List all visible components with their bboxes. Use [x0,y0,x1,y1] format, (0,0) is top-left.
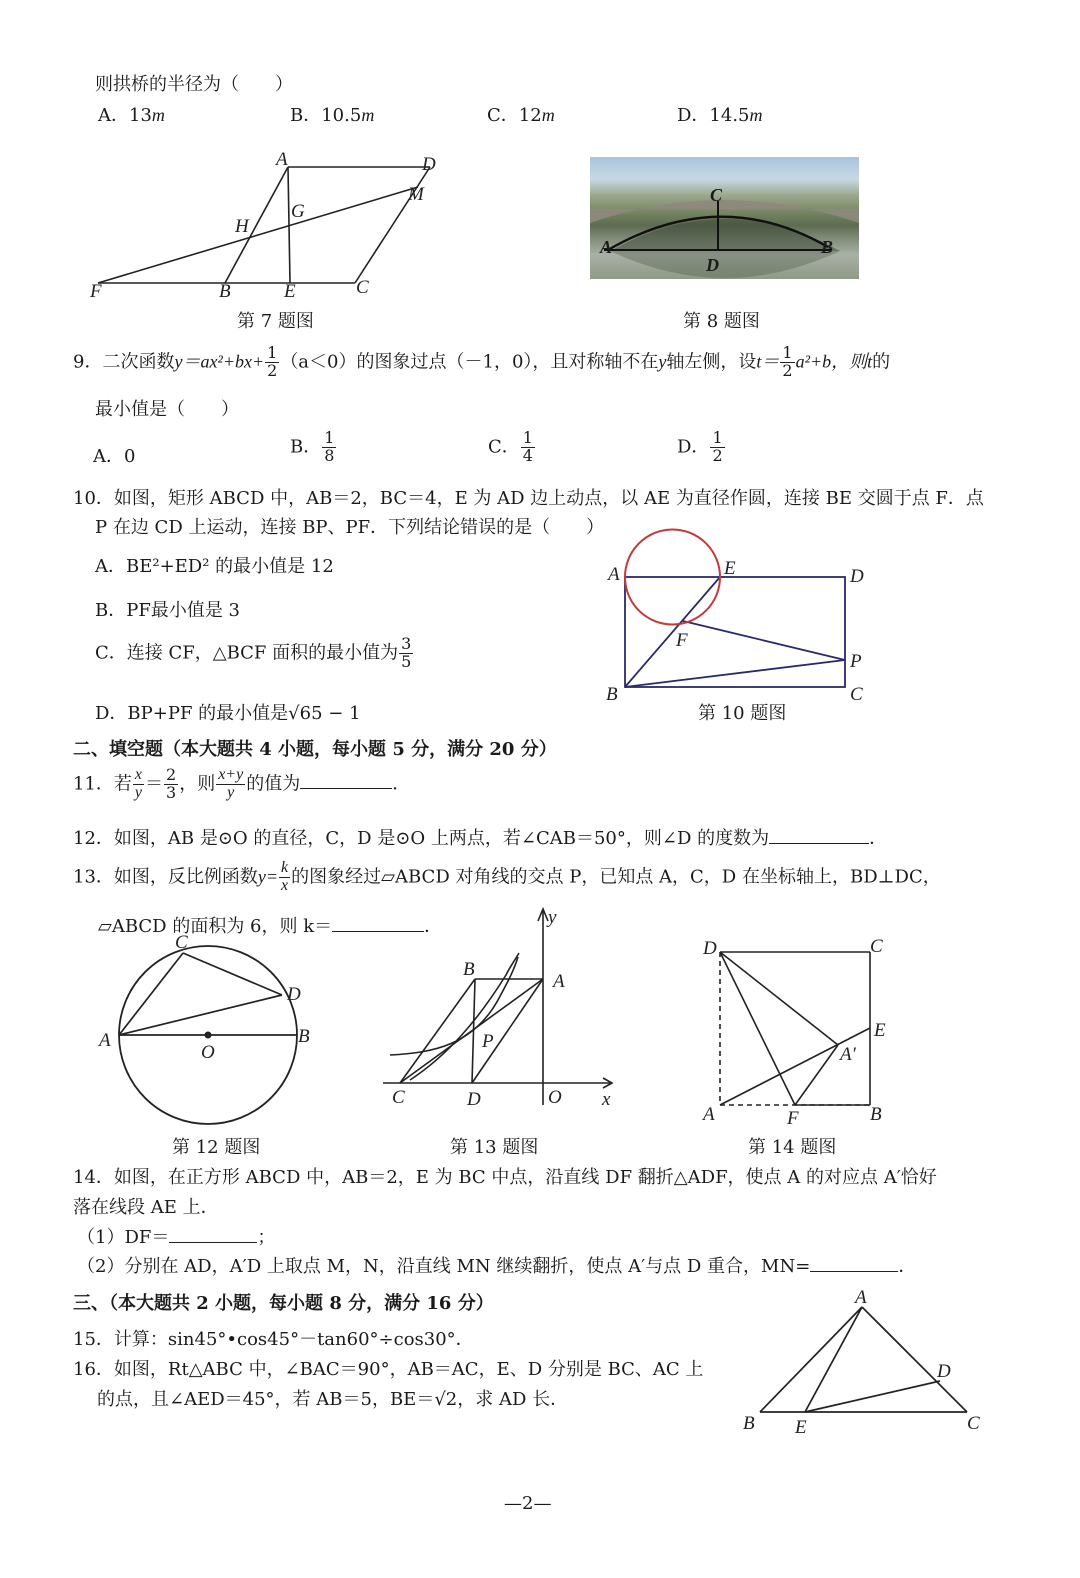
fig7-label-c: C [356,277,369,298]
fig7-label-e: E [284,281,296,302]
fig12-label-d: D [287,984,301,1005]
fig14-label-a: A [703,1104,715,1125]
figure-8-photo [590,157,859,279]
fig10-caption: 第 10 题图 [698,703,787,724]
fig10-label-c: C [850,684,863,705]
fig10-label-a: A [608,564,620,585]
q10-line1: 10．如图，矩形 ABCD 中，AB＝2，BC＝4，E 为 AD 边上动点，以 AE 为直径作圆，连接 BE 交圆于点 F．点 [73,488,984,509]
fig16-label-c: C [967,1413,980,1434]
fig13-label-x: x [602,1089,611,1110]
fig12-label-b: B [298,1026,310,1047]
fig7-label-b: B [219,281,231,302]
fig14-caption: 第 14 题图 [748,1137,837,1158]
fig10-label-p: P [850,651,862,672]
section-3-heading: 三、（本大题共 2 小题，每小题 8 分，满分 16 分） [73,1293,494,1314]
section-2-heading: 二、填空题（本大题共 4 小题，每小题 5 分，满分 20 分） [73,739,557,760]
q9-line2: 最小值是（ ） [95,399,239,420]
q14-line1: 14．如图，在正方形 ABCD 中，AB＝2，E 为 BC 中点，沿直线 DF 翻折△ADF，使点 A 的对应点 A′恰好 [73,1167,937,1188]
fig7-label-m: M [408,184,424,205]
fig7-label-d: D [422,154,436,175]
figure-7 [80,145,450,305]
q13-line2: ▱ABCD 的面积为 6，则 k＝ ． [98,916,443,937]
fig8-label-d: D [706,255,719,275]
q14-sub1: （1）DF＝ ； [77,1227,276,1248]
fig12-label-a: A [99,1030,111,1051]
fig13-label-y: y [548,907,557,928]
fig16-label-e: E [795,1417,807,1438]
q10-option-a: A．BE²+ED² 的最小值是 12 [95,556,334,577]
fig7-caption: 第 7 题图 [237,311,314,332]
q14-sub2: （2）分别在 AD，A′D 上取点 M，N，沿直线 MN 继续翻折，使点 A′与点 D 重合，MN= ． [77,1256,917,1277]
q9-option-a: A．0 [93,446,136,467]
q8-option-a: A．13m [98,105,165,126]
page-number: —2— [504,1493,552,1514]
fig14-label-d: D [703,938,717,959]
q10-line2: P 在边 CD 上运动，连接 BP、PF．下列结论错误的是（ ） [95,517,605,538]
figure-13 [378,905,623,1115]
fig7-label-a: A [276,149,288,170]
fig12-label-c: C [175,932,188,953]
fig14-label-c: C [870,936,883,957]
q16-line2: 的点，且∠AED＝45°，若 AB＝5，BE＝√2，求 AD 长． [97,1389,569,1410]
figure-14 [695,930,905,1130]
q13-line1: 13．如图，反比例函数y= $\frac{k}{x}$ 的图象经过▱ABCD 对角线的交点 P，已知点 A，C，D 在坐标轴上，BD⊥DC， [73,859,941,894]
q10-option-c: C．连接 CF，△BCF 面积的最小值为 $\frac{3}{5}$ [95,634,412,671]
fig13-label-a: A [553,971,565,992]
fig12-label-o: O [201,1042,215,1063]
q8-option-b: B．10.5m [290,105,375,126]
fig16-label-a: A [855,1287,867,1308]
q16-line1: 16．如图，Rt△ABC 中，∠BAC＝90°，AB＝AC，E、D 分别是 BC、AC 上 [73,1359,704,1380]
fig16-label-b: B [743,1413,755,1434]
fig14-label-a-prime: A′ [840,1044,856,1065]
q9-option-b: B． $\frac{1}{8}$ [290,428,335,465]
q11: 11．若 $\frac{x}{y}$ ＝ $\frac{2}{3}$ ，则 $\frac{x+y}{y}$ 的值为 ． [73,765,411,802]
q8-option-c: C．12m [487,105,555,126]
fig10-label-d: D [850,566,864,587]
fig12-caption: 第 12 题图 [172,1137,261,1158]
fig7-label-h: H [235,216,249,237]
fig13-label-c: C [392,1087,405,1108]
fig8-label-b: B [821,237,834,257]
figure-12 [95,930,325,1135]
fig10-label-e: E [724,558,736,579]
q9-option-d: D． $\frac{1}{2}$ [677,428,723,465]
fig14-label-f: F [787,1108,799,1129]
q12: 12．如图，AB 是⊙O 的直径，C，D 是⊙O 上两点，若∠CAB＝50°，则∠D 的度数为 ． [73,828,888,849]
q14-line2: 落在线段 AE 上． [73,1197,219,1218]
q10-option-b: B．PF最小值是 3 [95,600,241,621]
q9-line1: 9．二次函数y＝ax²+bx+ $\frac{1}{2}$ （a＜0）的图象过点（－1，0），且对称轴不在y轴左侧，设t＝ $\frac{1}{2}$ a²+b，则t的 [73,343,891,380]
figure-10 [600,520,880,705]
figure-16 [735,1285,990,1440]
fig13-label-d: D [467,1089,481,1110]
fig10-label-b: B [606,684,618,705]
fig8-label-c: C [710,185,723,205]
fig14-label-e: E [874,1020,886,1041]
fig13-label-p: P [482,1031,494,1052]
fig13-label-o: O [548,1087,562,1108]
fig8-label-a: A [600,237,613,257]
q8-tail: 则拱桥的半径为（ ） [95,74,293,95]
q15: 15．计算：sin45°•cos45°－tan60°÷cos30°． [73,1329,474,1350]
fig7-label-f: F [90,281,102,302]
fig7-label-g: G [291,201,305,222]
fig16-label-d: D [937,1361,951,1382]
fig14-label-b: B [870,1104,882,1125]
fig8-caption: 第 8 题图 [683,311,760,332]
q8-option-d: D．14.5m [677,105,763,126]
fig10-label-f: F [676,630,688,651]
q10-option-d: D．BP+PF 的最小值是√65 − 1 [95,703,361,724]
fig13-label-b: B [463,959,475,980]
q9-option-c: C． $\frac{1}{4}$ [488,428,533,465]
fig13-caption: 第 13 题图 [450,1137,539,1158]
